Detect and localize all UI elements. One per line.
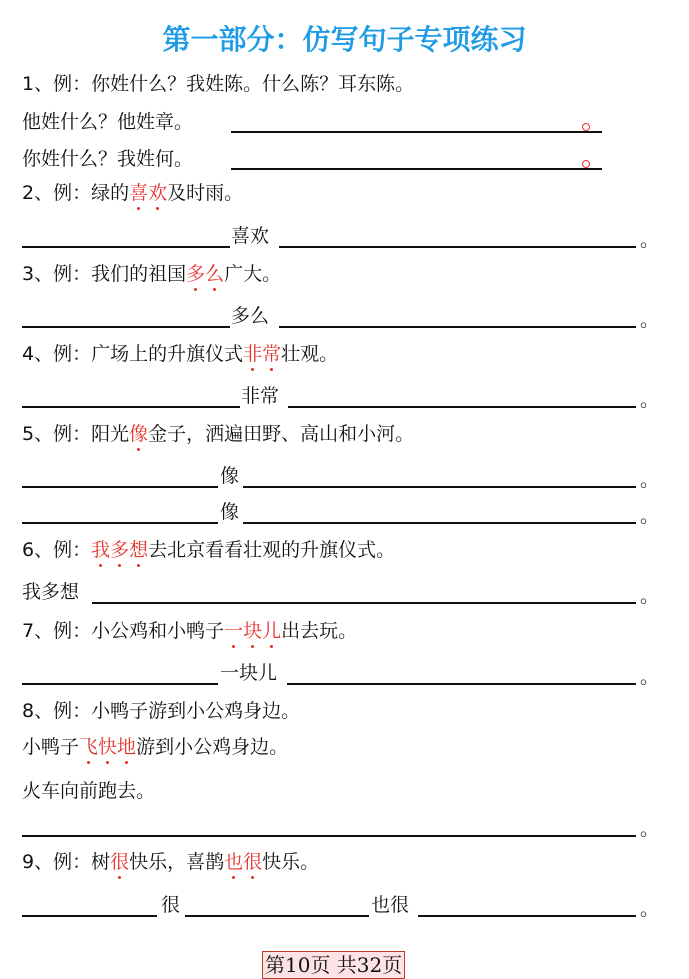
answer-line[interactable]	[279, 326, 636, 328]
answer-line[interactable]	[243, 486, 636, 488]
q4-word: 非常	[241, 385, 280, 407]
q2-word: 喜欢	[231, 225, 270, 247]
answer-line[interactable]	[22, 683, 218, 685]
q6-word: 我多想	[22, 581, 80, 603]
answer-line[interactable]	[22, 522, 218, 524]
q1-example: 1、例：你姓什么？我姓陈。什么陈？耳东陈。	[22, 73, 415, 95]
answer-line[interactable]	[418, 915, 636, 917]
q9-word2: 也很	[371, 894, 410, 916]
answer-line[interactable]	[22, 246, 230, 248]
answer-line[interactable]	[22, 915, 157, 917]
answer-line[interactable]	[287, 683, 636, 685]
period: 。	[640, 505, 660, 527]
period: 。	[640, 309, 660, 331]
q1-line2: 你姓什么？我姓何。	[22, 148, 194, 170]
answer-line[interactable]	[22, 406, 240, 408]
q4-example: 4、例：广场上的升旗仪式非常壮观。	[22, 343, 339, 365]
answer-line[interactable]	[92, 602, 636, 604]
q2-example: 2、例：绿的喜欢及时雨。	[22, 182, 244, 204]
q7-word: 一块儿	[220, 662, 278, 684]
q9-example: 9、例：树很快乐，喜鹊也很快乐。	[22, 851, 320, 873]
period: 。	[640, 585, 660, 607]
answer-line[interactable]	[185, 915, 369, 917]
q3-word: 多么	[231, 305, 270, 327]
answer-line[interactable]	[243, 522, 636, 524]
period: 。	[640, 229, 660, 251]
q5-word: 像	[220, 501, 240, 523]
q8-sample: 小鸭子飞快地游到小公鸡身边。	[22, 736, 289, 758]
answer-line[interactable]	[279, 246, 636, 248]
page-number: 第10页 共32页	[262, 951, 405, 979]
page-title: 第一部分：仿写句子专项练习	[162, 23, 527, 56]
answer-line[interactable]	[22, 486, 218, 488]
answer-line[interactable]	[288, 406, 636, 408]
answer-line[interactable]	[22, 326, 230, 328]
answer-line[interactable]	[22, 835, 636, 837]
q8-example: 8、例：小鸭子游到小公鸡身边。	[22, 700, 301, 722]
period-mark	[582, 160, 590, 168]
period: 。	[640, 469, 660, 491]
q5-example: 5、例：阳光像金子，洒遍田野、高山和小河。	[22, 423, 415, 445]
q5-word: 像	[220, 465, 240, 487]
q3-example: 3、例：我们的祖国多么广大。	[22, 263, 282, 285]
period: 。	[640, 818, 660, 840]
q8-line: 火车向前跑去。	[22, 780, 156, 802]
period: 。	[640, 898, 660, 920]
period: 。	[640, 666, 660, 688]
period: 。	[640, 389, 660, 411]
answer-line[interactable]	[231, 168, 602, 170]
period-mark	[582, 123, 590, 131]
q9-word1: 很	[161, 894, 181, 916]
answer-line[interactable]	[231, 131, 602, 133]
q7-example: 7、例：小公鸡和小鸭子一块儿出去玩。	[22, 620, 358, 642]
q1-line1: 他姓什么？他姓章。	[22, 111, 194, 133]
q6-example: 6、例：我多想去北京看看壮观的升旗仪式。	[22, 539, 396, 561]
